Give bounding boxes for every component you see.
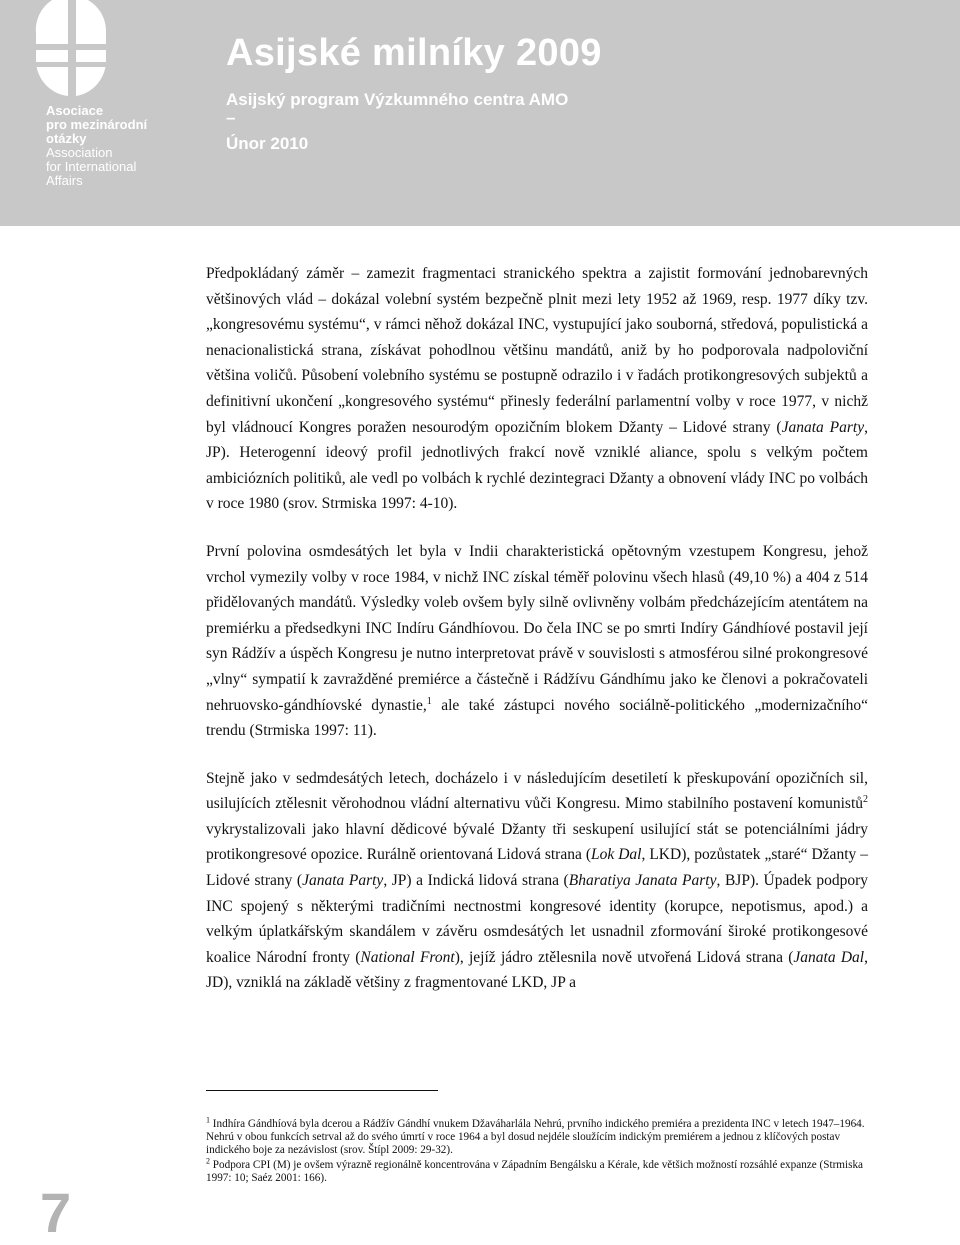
text-run: Předpokládaný záměr – zamezit fragmentaci stranického spektra a zajistit formování jednobarevných většinových vlád – dokázal volební systém bezpečně plnit mezi lety 1952 až 1969, resp. 1977 díky tzv. „kongresovému systému“, v rámci něhož dokázal INC, vystupující jako souborná, středová, populistická a nenacionalistická strana, získávat pohodlnou většinu mandátů, aniž by ho podporovala nadpoloviční většina voličů. Působení volebního systému se postupně odrazilo i v řadách protikongresových subjektů a definitivní ukončení „kongresového systému“ přinesly federální parlamentní volby v roce 1977, v nichž byl vládnoucí Kongres poražen nesourodým opozičním blokem Džanty – Lidové strany ( xyxy=(206,265,868,436)
italic-term: Janata Dal xyxy=(793,948,865,966)
logo-line: otázky xyxy=(46,131,87,146)
logo-line: for International xyxy=(46,159,137,174)
text-run: vykrystalizovali jako hlavní dědicové bývalé Džanty tři seskupení usilující stát se potenciálními jádry protikongresové opozice. Rurálně orientovaná Lidová strana ( xyxy=(206,820,868,864)
text-run: , JP). Heterogenní ideový profil jednotlivých frakcí nově vzniklé aliance, spolu s velkým počtem ambiciózních politiků, ale vedl po volbách k rychlé dezintegraci Džanty a obnovení vlády INC po volbách v roce 1980 (srov. Strmiska 1997: 4-10). xyxy=(206,418,868,513)
globe-logo-icon xyxy=(30,0,110,100)
document-title: Asijské milníky 2009 xyxy=(226,32,602,74)
logo-line: Association xyxy=(46,145,113,160)
italic-term: Janata Party xyxy=(781,418,865,436)
footnote-number: 1 xyxy=(206,1115,210,1125)
italic-term: National Front xyxy=(360,948,455,966)
text-run: ale také zástupci nového sociálně-politického „modernizačního“ trendu (Strmiska 1997: 11). xyxy=(206,696,868,740)
text-run: ), jejíž jádro ztělesnila nově utvořená Lidová strana ( xyxy=(454,948,794,966)
text-run: , LKD), pozůstatek „staré“ Džanty – Lidové strany ( xyxy=(206,846,868,890)
footnote-ref-2[interactable]: 2 xyxy=(863,794,868,806)
footnote-number: 2 xyxy=(206,1156,210,1166)
italic-term: Lok Dal xyxy=(591,846,642,864)
text-run: , JD), vzniklá na základě většiny z fragmentované LKD, JP a xyxy=(206,948,868,992)
document-subtitle: Asijský program Výzkumného centra AMO xyxy=(226,90,569,109)
italic-term: Bharatiya Janata Party xyxy=(568,872,717,890)
footnote-1 xyxy=(206,1115,868,1157)
footnote-text: Podpora CPI (M) je ovšem výrazně regionálně koncentrována v Západním Bengálsku a Kérale, kde většich možností rozsáhlé expanze (Strmiska 1997: 10; Saéz 2001: 166). xyxy=(206,1159,864,1184)
subtitle-dash: – xyxy=(226,108,236,127)
logo-line: Asociace xyxy=(46,103,104,118)
footnote-ref-1[interactable]: 1 xyxy=(426,695,432,707)
paragraph-2 xyxy=(206,539,868,744)
footnotes xyxy=(206,1115,868,1187)
text-run: , BJP). Úpadek podpory INC spojený s některými tradičními nectnostmi kongresové identity (korupce, nepotismus, apod.) a velkým úplatkářským skandálem v závěru osmdesátých let usnadnil zformování široké protikongesové koalice Národní fronty ( xyxy=(206,872,868,966)
body-text xyxy=(206,261,868,1018)
text-run: Stejně jako v sedmdesátých letech, docházelo i v následujícím desetiletí k přeskupování opozičních sil, usilujících ztělesnit věrohodnou vládní alternativu vůči Kongresu. Mimo stabilního postavení komunistů xyxy=(206,769,868,813)
logo-line: Affairs xyxy=(46,173,83,188)
footnote-text: Indhíra Gándhíová byla dcerou a Rádžív Gándhí vnukem Džaváharlála Nehrú, prvního indického premiéra a prezidenta INC v letech 1947–1964. Nehrú v obou funkcích setrval až do svého úmrtí v roce 1964 a byl dosud nejdéle sloužícím indickým premiérem a jednou z klíčových postav indického boje za nezávislost (srov. Štípl 2009: 29-32). xyxy=(206,1118,865,1156)
paragraph-3 xyxy=(206,766,868,996)
document-date: Únor 2010 xyxy=(226,134,309,153)
logo-line: pro mezinárodní xyxy=(46,117,148,132)
organization-logo-text xyxy=(46,104,147,188)
page-number: 7 xyxy=(40,1181,72,1244)
italic-term: Janata Party xyxy=(302,872,384,890)
header-banner xyxy=(0,0,960,226)
footnote-separator xyxy=(206,1090,438,1091)
text-run: , JP) a Indická lidová strana ( xyxy=(383,872,569,890)
text-run: První polovina osmdesátých let byla v Indii charakteristická opětovným vzestupem Kongresu, jehož vrchol vymezily volby v roce 1984, v nichž INC získal téměř polovinu všech hlasů (49,10 %) a 404 z 514 přidělovaných mandátů. Výsledky voleb ovšem byly silně ovlivněny volbám předcházejícím atentátem na premiérku a předsedkyni INC Indíru Gándhíovou. Do čela INC se po smrti Indíry Gándhíové postavil její syn Rádžív a úspěch Kongresu je nutno interpretovat právě v souvislosti s atmosférou silné prokongresové „vlny“ sympatií k zavražděné premiérce a částečně i Rádžívu Gándhímu jako ke členovi a pokračovateli nehruovsko-gándhíovské dynastie, xyxy=(206,542,868,714)
paragraph-1 xyxy=(206,261,868,517)
footnote-2 xyxy=(206,1156,868,1185)
